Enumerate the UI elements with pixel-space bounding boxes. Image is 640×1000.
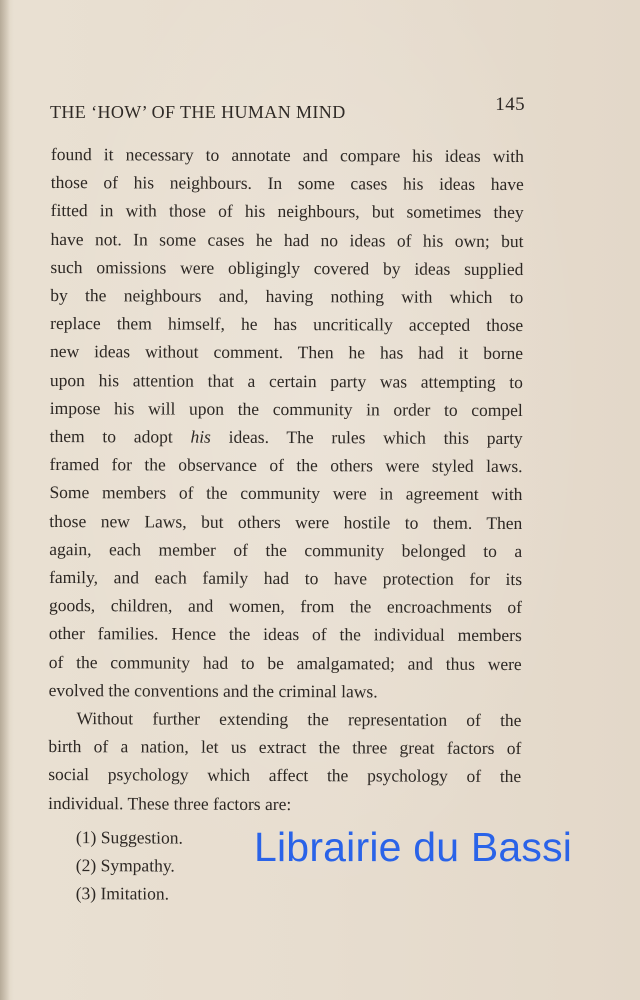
- text-line: again, each member of the community belonged to a: [49, 538, 523, 561]
- text-line: evolved the conventions and the criminal laws.: [48, 679, 378, 702]
- text-line: framed for the observance of the others were styled laws.: [49, 454, 523, 477]
- text-line: goods, children, and women, from the encroachments of: [48, 595, 523, 618]
- text-line: new ideas without comment. Then he has had it borne: [50, 341, 524, 364]
- text-line: upon his attention that a certain party was attempting to: [49, 369, 523, 392]
- text-line: replace them himself, he has uncritically accepted those: [50, 313, 524, 336]
- paragraph-2: [48, 704, 521, 819]
- paragraph-1: [49, 140, 524, 706]
- text-line: other families. Hence the ideas of the individual members: [48, 623, 522, 646]
- running-title: THE ‘HOW’ OF THE HUMAN MIND: [50, 102, 346, 122]
- text-segment: ideas. The rules which this party: [210, 426, 523, 449]
- italic-word: his: [190, 426, 211, 447]
- text-line-with-italic: [50, 422, 523, 452]
- list-item: (2) Sympathy.: [75, 855, 175, 876]
- list-item: (3) Imitation.: [75, 883, 170, 904]
- list-item: (1) Suggestion.: [75, 826, 183, 848]
- body-text: [48, 140, 524, 910]
- text-line: individual. These three factors are:: [48, 792, 292, 814]
- text-line: by the neighbours and, having nothing with which to: [50, 285, 524, 308]
- text-line: family, and each family had to have protection for its: [49, 567, 523, 590]
- text-line: impose his will upon the community in order to compel: [49, 397, 523, 420]
- text-line: of the community had to be amalgamated; and thus were: [48, 651, 522, 674]
- text-segment: them to adopt: [49, 426, 191, 447]
- page-number: 145: [495, 94, 525, 115]
- text-line: Some members of the community were in agreement with: [49, 482, 523, 505]
- text-line: those of his neighbours. In some cases his ideas have: [50, 172, 524, 195]
- page-gutter-shadow: [0, 0, 10, 1000]
- text-line: such omissions were obligingly covered by ideas supplied: [50, 256, 524, 279]
- text-line: fitted in with those of his neighbours, but sometimes they: [50, 200, 524, 223]
- text-line: Without further extending the representation of the: [76, 708, 522, 731]
- bookseller-watermark: Librairie du Bassi: [254, 824, 573, 870]
- text-line: found it necessary to annotate and compare his ideas with: [50, 143, 524, 167]
- text-line: birth of a nation, let us extract the three great factors of: [48, 736, 522, 759]
- text-line: have not. In some cases he had no ideas of his own; but: [50, 228, 524, 251]
- text-line: those new Laws, but others were hostile to them. Then: [49, 510, 523, 533]
- text-line: social psychology which affect the psychology of the: [48, 764, 522, 787]
- running-head: [50, 94, 525, 128]
